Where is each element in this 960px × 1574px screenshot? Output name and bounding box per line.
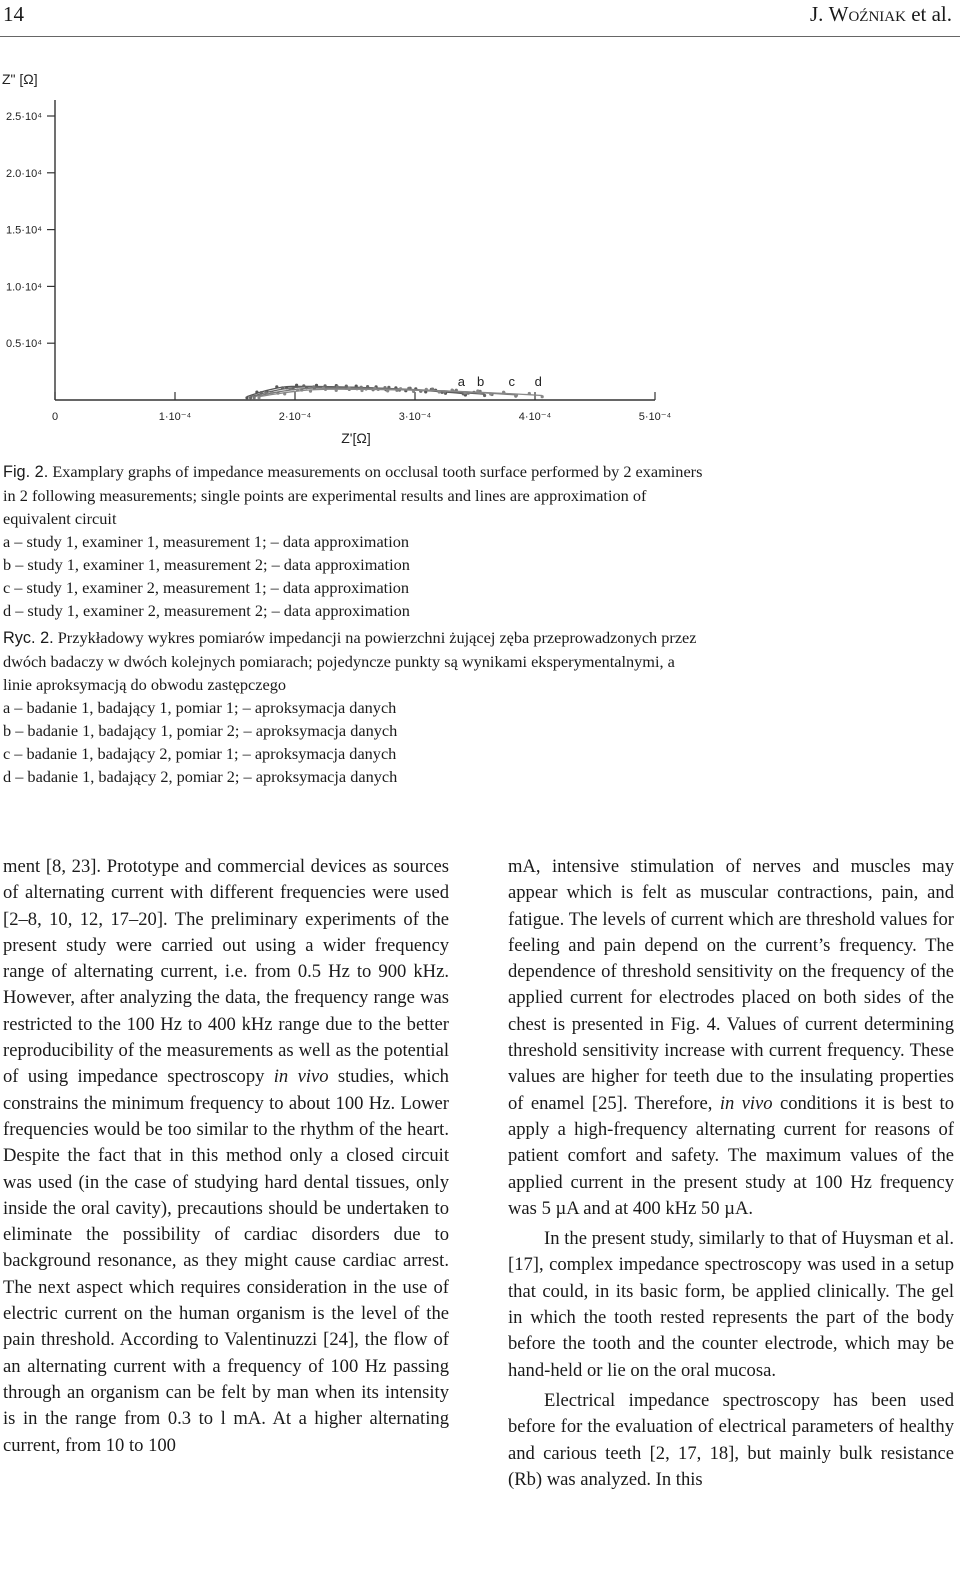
body-column-right xyxy=(508,854,954,1493)
series-point xyxy=(275,385,278,388)
y-tick-label: 2.5·10⁴ xyxy=(6,111,42,123)
caption-en-label: Fig. 2. xyxy=(3,463,49,481)
y-tick-label: 1.5·10⁴ xyxy=(6,224,42,237)
x-tick-label: 3·10⁻⁴ xyxy=(398,411,432,423)
series-point xyxy=(476,389,479,392)
series-point xyxy=(288,387,291,390)
impedance-chart xyxy=(0,60,700,460)
series-point xyxy=(483,394,486,397)
series-point xyxy=(541,395,544,398)
series-point xyxy=(438,390,441,393)
series-point xyxy=(302,384,305,387)
series-line xyxy=(259,389,542,396)
body-paragraph xyxy=(3,854,449,1459)
caption-en-text: Examplary graphs of impedance measurements on occlusal tooth surface performed by 2 examiners in 2 following measurements; single points are experimental results and lines are approximation of equivalent circuit xyxy=(3,462,703,528)
caption-pl-item: b – badanie 1, badający 1, pomiar 2; – aproksymacja danych xyxy=(3,721,398,740)
body-text: conditions it is best to apply a high-frequency alternating current for reasons of patient comfort and safety. The maximum values of the applied current in the present study at 100 Hz frequency was 5 µA and at 400 kHz 50 µA. xyxy=(508,1092,954,1219)
x-tick-label: 0 xyxy=(51,411,59,423)
y-axis-title: Z" [Ω] xyxy=(2,71,38,87)
caption-en xyxy=(3,460,703,530)
series-point xyxy=(425,388,428,391)
body-text: ment [8, 23]. Prototype and commercial devices as sources of alternating current with different frequencies were used [2–8, 10, 12, 17–20]. The preliminary experiments of the present study were carried out using a wider frequency range of alternating current, i.e. from 0.5 Hz to 900 kHz. However, after analyzing the data, the frequency range was restricted to the 100 Hz to 400 kHz range due to the better reproducibility of the measurements as well as the potential of using impedance spectroscopy xyxy=(3,856,449,1088)
series-point xyxy=(295,384,298,387)
series-point xyxy=(322,387,325,390)
series-label: b xyxy=(476,374,485,389)
body-paragraph: In the present study, similarly to that of Huysman et al. [17], complex impedance spectroscopy was used in a setup that could, in its basic form, be applied clinically. The gel in which the tooth rested represents the part of the body before the tooth and the counter electrode, which may be hand-held or lie on the oral mucosa. xyxy=(508,1228,954,1381)
series-point xyxy=(360,386,363,389)
caption-pl-item: c – badanie 1, badający 2, pomiar 1; – aproksymacja danych xyxy=(3,744,397,763)
y-tick-label: 1.0·10⁴ xyxy=(6,281,42,294)
x-tick-label: 4·10⁻⁴ xyxy=(518,411,552,423)
caption-en-item: d – study 1, examiner 2, measurement 2; – data approximation xyxy=(3,601,410,620)
caption-pl xyxy=(3,626,703,696)
x-tick-label: 1·10⁻⁴ xyxy=(158,411,192,423)
series-point xyxy=(412,390,415,393)
body-emphasis: in vivo xyxy=(273,1066,329,1088)
caption-en-item: a – study 1, examiner 1, measurement 1; – data approximation xyxy=(3,532,410,551)
x-tick-label: 5·10⁻⁴ xyxy=(638,411,672,423)
series-point xyxy=(253,396,256,399)
series-point xyxy=(348,387,351,390)
series-point xyxy=(312,385,315,388)
series-point xyxy=(383,386,386,389)
series-point xyxy=(528,392,531,395)
series-point xyxy=(249,396,252,399)
series-point xyxy=(366,385,369,388)
series-point xyxy=(335,389,338,392)
series-point xyxy=(386,389,389,392)
author-name: Woźniak xyxy=(828,2,906,26)
header-divider xyxy=(0,36,960,37)
series-point xyxy=(309,390,312,393)
figure-2 xyxy=(0,60,700,460)
x-tick-label: 2·10⁻⁴ xyxy=(278,411,312,423)
series-point xyxy=(399,387,402,390)
series-point xyxy=(502,391,505,394)
series-point xyxy=(281,386,284,389)
series-point xyxy=(360,389,363,392)
author-suffix: et al. xyxy=(905,2,952,26)
body-paragraph: Electrical impedance spectroscopy has been used before for the evaluation of electrical parameters of healthy and carious teeth [2, 17, 18], but mainly bulk resistance (Rb) was analyzed. In this xyxy=(508,1389,954,1490)
series-point xyxy=(373,387,376,390)
series-point xyxy=(451,389,454,392)
author-initial: J. xyxy=(809,2,829,26)
series-label: a xyxy=(457,374,466,389)
body-emphasis: in vivo xyxy=(719,1092,773,1114)
page-number: 14 xyxy=(3,2,24,26)
series-point xyxy=(463,391,466,394)
series-point xyxy=(283,392,286,395)
y-tick-label: 2.0·10⁴ xyxy=(6,167,42,180)
figure-captions xyxy=(3,460,703,788)
body-paragraph xyxy=(508,854,954,1222)
caption-en-item: c – study 1, examiner 2, measurement 1; – data approximation xyxy=(3,578,410,597)
caption-pl-item: a – badanie 1, badający 1, pomiar 1; – aproksymacja danych xyxy=(3,698,397,717)
series-point xyxy=(515,394,518,397)
series-label: d xyxy=(534,374,542,389)
x-axis-title: Z'[Ω] xyxy=(341,430,371,446)
series-point xyxy=(260,391,263,394)
caption-pl-text: Przykładowy wykres pomiarów impedancji na powierzchni żującej zęba przeprowadzonych przez dwóch badaczy w dwóch kolejnych pomiarach; pojedyncze punkty są wynikami eksperymentalnymi, a linie aproksymacją do obwodu zastępczego xyxy=(3,628,697,694)
series-point xyxy=(296,388,299,391)
y-tick-label: 0.5·10⁴ xyxy=(6,338,42,351)
running-header xyxy=(0,0,960,40)
series-point xyxy=(255,391,258,394)
series-point xyxy=(345,385,348,388)
series-point xyxy=(245,396,248,399)
series-point xyxy=(270,392,273,395)
body-text: studies, which constrains the minimum frequency to about 100 Hz. Lower frequencies would be too similar to the rhythm of the heart. Despite the fact that in this method only a closed circuit was used (in the case of studying hard dental tissues, only inside the oral cavity), precautions should be undertaken to eliminate the possibility of cardiac disorders due to background resonance, as they might cause cardiac arrest. The next aspect which requires consideration in the use of electric current on the human organism is the level of the pain threshold. According to Valentinuzzi [24], the flow of an alternating current with a frequency of 100 Hz passing through an organism can be felt by man when its intensity is in the range from 0.3 to l mA. At a higher alternating current, from 10 to 100 xyxy=(3,1066,449,1456)
running-author xyxy=(810,2,952,27)
caption-en-item: b – study 1, examiner 1, measurement 2; – data approximation xyxy=(3,555,410,574)
caption-pl-item: d – badanie 1, badający 2, pomiar 2; – aproksymacja danych xyxy=(3,767,398,786)
series-label: c xyxy=(508,374,516,389)
series-point xyxy=(257,396,260,399)
caption-pl-label: Ryc. 2. xyxy=(3,629,54,647)
body-column-left xyxy=(3,854,449,1459)
series-point xyxy=(489,392,492,395)
series-point xyxy=(336,385,339,388)
body-text: mA, intensive stimulation of nerves and muscles may appear which is felt as muscular contractions, pain, and fatigue. The levels of current which are threshold values for feeling and pain depend on the current’s frequency. The dependence of threshold sensitivity on the frequency of the applied current for electrodes placed on both sides of the chest is presented in Fig. 4. Values of current determining threshold sensitivity increase with current frequency. These values are higher for teeth due to the insulating properties of enamel [25]. Therefore, xyxy=(508,856,954,1114)
series-point xyxy=(265,391,268,394)
